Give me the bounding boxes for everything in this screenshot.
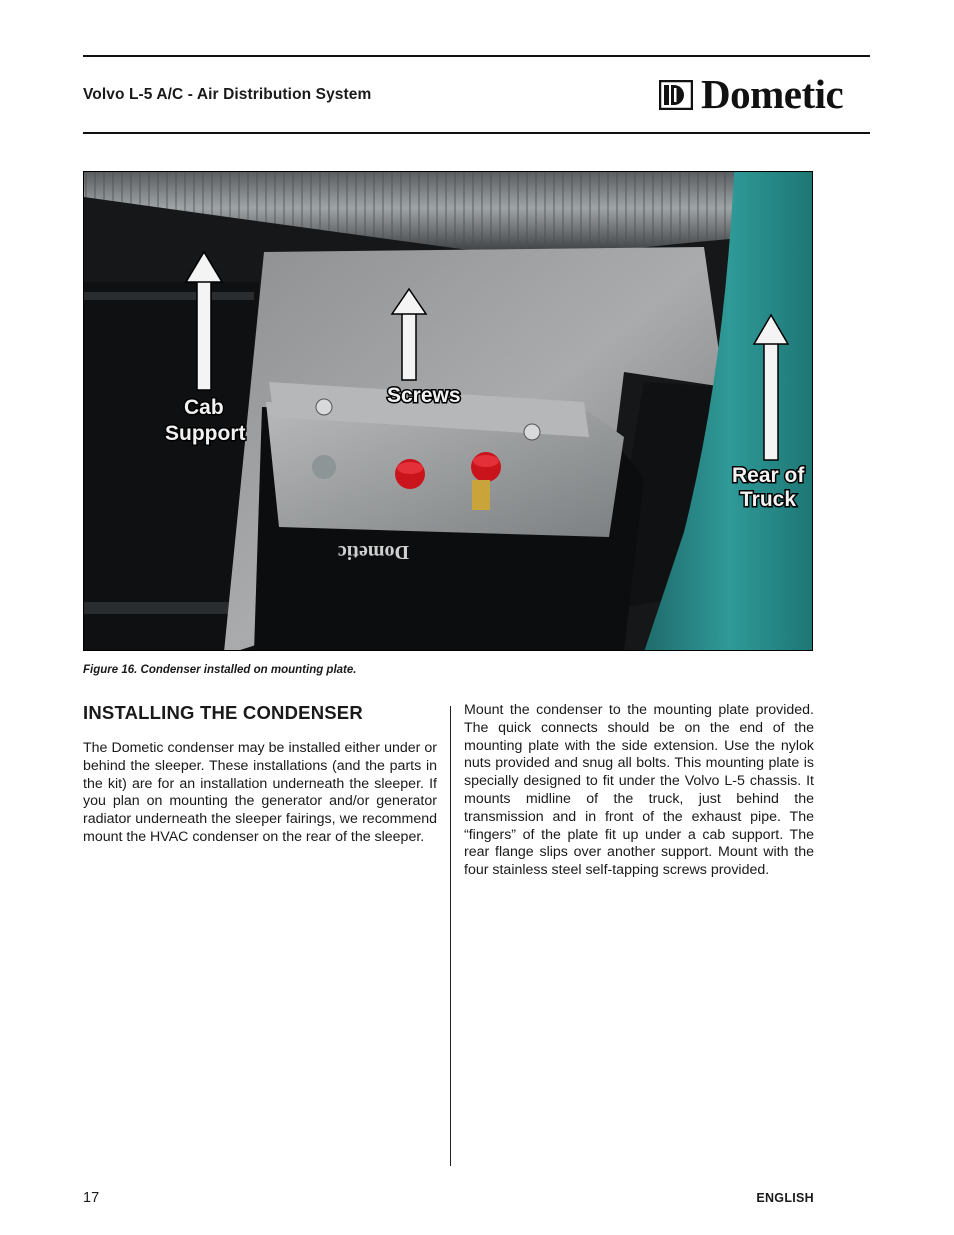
label-truck: Truck <box>740 488 797 511</box>
document-title: Volvo L-5 A/C - Air Distribution System <box>83 86 372 103</box>
header-top-rule <box>83 55 870 57</box>
label-rear-of: Rear of <box>732 464 805 487</box>
figure-caption: Figure 16. Condenser installed on mounting plate. <box>83 664 357 676</box>
page-number: 17 <box>83 1190 100 1206</box>
label-support: Support <box>165 422 246 445</box>
header-bottom-rule <box>83 132 870 134</box>
condenser-photo <box>83 171 813 651</box>
body-paragraph-left: The Dometic condenser may be installed either under or behind the sleeper. These installations (and the parts in the kit) are for an installation underneath the sleeper. If you plan on mounting the generator and/or generator radiator underneath the sleeper fairings, we recommend mount the HVAC condenser on the rear of the sleeper. <box>83 740 437 845</box>
unit-marking: Dometic <box>337 541 409 563</box>
section-heading: INSTALLING THE CONDENSER <box>83 702 363 723</box>
column-divider <box>450 706 451 1166</box>
label-cab: Cab <box>184 396 224 419</box>
dometic-emblem-icon <box>659 80 693 110</box>
label-screws: Screws <box>387 384 461 407</box>
brand-name: Dometic <box>701 71 844 117</box>
brand-logo <box>659 71 844 117</box>
body-paragraph-right: Mount the condenser to the mounting plate provided. The quick connects should be on the end of the mounting plate with the side extension. Use the nylok nuts provided and snug all bolts. This mounting plate is specially designed to fit under the Volvo L-5 chassis. It mounts midline of the truck, just behind the transmission and in front of the exhaust pipe. The “fingers” of the plate fit up under a cab support. The rear flange slips over another support. Mount with the four stainless steel self-tapping screws provided. <box>464 702 814 879</box>
language-label: ENGLISH <box>756 1191 814 1205</box>
